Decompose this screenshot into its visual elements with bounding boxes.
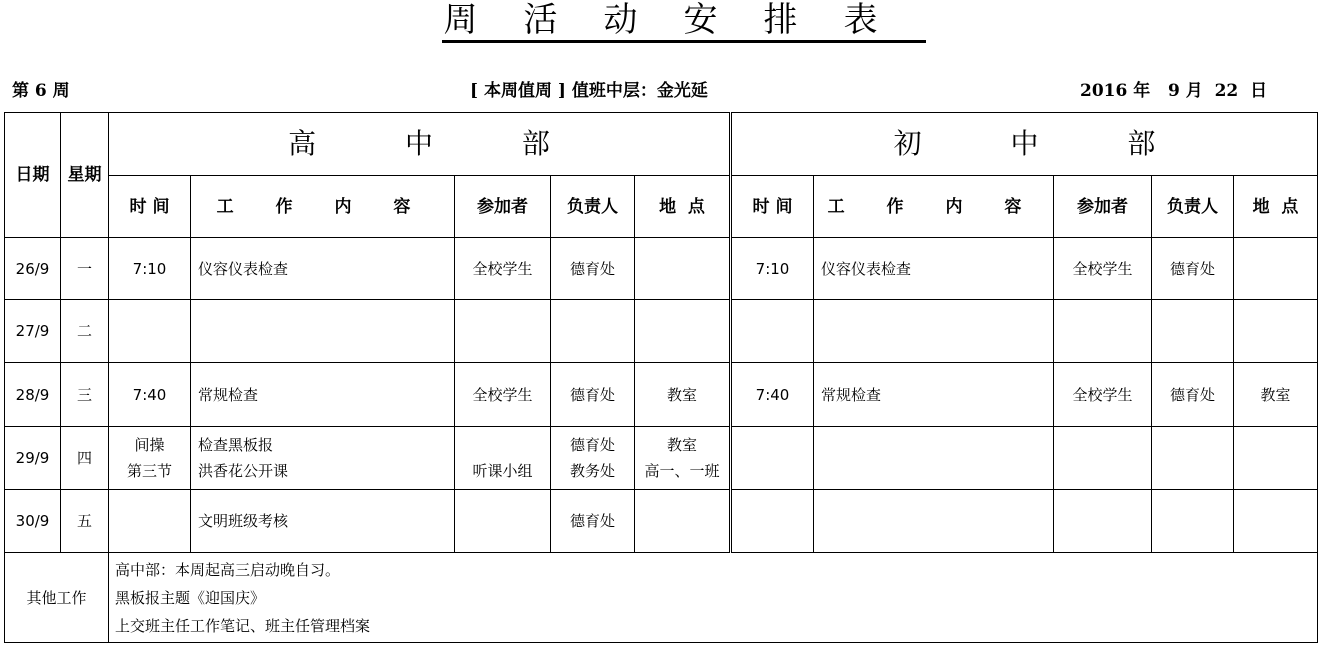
row-weekday: 二	[61, 300, 109, 363]
senior-participants	[455, 300, 551, 363]
header-senior-responsible: 负责人	[551, 176, 635, 238]
senior-time-line: 间操	[134, 436, 165, 454]
senior-content: 文明班级考核	[191, 490, 455, 553]
junior-responsible	[1152, 427, 1234, 490]
header-junior-time: 时 间	[731, 176, 814, 238]
schedule-date: 2016 年 9 月 22 日	[1080, 81, 1268, 101]
senior-location-line: 高一、一班	[644, 462, 720, 480]
table-row	[5, 490, 1318, 553]
senior-content-line: 洪香花公开课	[198, 462, 289, 480]
row-weekday: 四	[61, 427, 109, 490]
junior-responsible	[1152, 490, 1234, 553]
senior-participants-line	[455, 432, 550, 458]
junior-time	[731, 300, 814, 363]
senior-location: 教室	[635, 363, 731, 427]
senior-content	[191, 427, 455, 490]
senior-location	[635, 238, 731, 300]
junior-participants: 全校学生	[1054, 363, 1152, 427]
junior-time	[731, 490, 814, 553]
senior-location	[635, 490, 731, 553]
senior-content: 仪容仪表检查	[191, 238, 455, 300]
schedule-table	[4, 112, 1318, 643]
header-senior-content: 工 作 内 容	[191, 176, 455, 238]
other-work-line: 高中部：本周起高三启动晚自习。	[115, 560, 341, 579]
table-row	[5, 363, 1318, 427]
other-work-line: 上交班主任工作笔记、班主任管理档案	[115, 616, 371, 635]
header-date: 日期	[5, 113, 61, 238]
senior-participants: 全校学生	[455, 238, 551, 300]
row-date: 27/9	[5, 300, 61, 363]
page-title: 周活动安排表	[0, 0, 1321, 43]
junior-content	[814, 490, 1054, 553]
senior-location-line: 教室	[666, 436, 697, 454]
senior-time	[109, 490, 191, 553]
junior-content: 仪容仪表检查	[814, 238, 1054, 300]
senior-time-line: 第三节	[126, 462, 172, 480]
senior-content-line: 检查黑板报	[198, 436, 274, 454]
junior-responsible: 德育处	[1152, 363, 1234, 427]
senior-content: 常规检查	[191, 363, 455, 427]
junior-participants: 全校学生	[1054, 238, 1152, 300]
row-date: 30/9	[5, 490, 61, 553]
duty-info: [ 本周值周 ] 值班中层：金光延	[470, 81, 708, 101]
junior-content: 常规检查	[814, 363, 1054, 427]
senior-location	[635, 300, 731, 363]
header-senior-section: 高 中 部	[109, 113, 731, 176]
senior-responsible-line: 教务处	[569, 462, 615, 480]
junior-location	[1234, 238, 1318, 300]
senior-time: 7:40	[109, 363, 191, 427]
header-senior-participants: 参加者	[455, 176, 551, 238]
week-number: 第 6 周	[12, 81, 70, 101]
junior-location	[1234, 427, 1318, 490]
table-row	[5, 238, 1318, 300]
header-junior-section: 初 中 部	[731, 113, 1318, 176]
header-junior-content: 工 作 内 容	[814, 176, 1054, 238]
junior-responsible	[1152, 300, 1234, 363]
header-senior-location: 地 点	[635, 176, 731, 238]
junior-participants	[1054, 427, 1152, 490]
header-senior-time: 时 间	[109, 176, 191, 238]
junior-location	[1234, 490, 1318, 553]
junior-responsible: 德育处	[1152, 238, 1234, 300]
row-weekday: 一	[61, 238, 109, 300]
junior-location: 教室	[1234, 363, 1318, 427]
senior-content	[191, 300, 455, 363]
header-junior-responsible: 负责人	[1152, 176, 1234, 238]
junior-participants	[1054, 490, 1152, 553]
junior-participants	[1054, 300, 1152, 363]
other-work-label: 其他工作	[5, 553, 109, 643]
row-weekday: 三	[61, 363, 109, 427]
senior-responsible	[551, 427, 635, 490]
senior-participants	[455, 427, 551, 490]
other-work-row	[5, 553, 1318, 643]
senior-participants-line: 听课小组	[472, 462, 533, 480]
other-work-notes	[109, 553, 1318, 643]
junior-content	[814, 300, 1054, 363]
table-row	[5, 427, 1318, 490]
senior-time: 7:10	[109, 238, 191, 300]
junior-time: 7:10	[731, 238, 814, 300]
other-work-line: 黑板报主题《迎国庆》	[115, 588, 266, 607]
row-weekday: 五	[61, 490, 109, 553]
row-date: 26/9	[5, 238, 61, 300]
junior-content	[814, 427, 1054, 490]
senior-responsible	[551, 300, 635, 363]
table-row	[5, 300, 1318, 363]
junior-time: 7:40	[731, 363, 814, 427]
senior-participants: 全校学生	[455, 363, 551, 427]
senior-responsible: 德育处	[551, 490, 635, 553]
row-date: 28/9	[5, 363, 61, 427]
senior-responsible: 德育处	[551, 363, 635, 427]
senior-time	[109, 300, 191, 363]
junior-location	[1234, 300, 1318, 363]
senior-responsible-line: 德育处	[569, 436, 615, 454]
senior-location	[635, 427, 731, 490]
header-junior-location: 地 点	[1234, 176, 1318, 238]
header-junior-participants: 参加者	[1054, 176, 1152, 238]
header-weekday: 星期	[61, 113, 109, 238]
senior-responsible: 德育处	[551, 238, 635, 300]
senior-participants	[455, 490, 551, 553]
junior-time	[731, 427, 814, 490]
row-date: 29/9	[5, 427, 61, 490]
senior-time	[109, 427, 191, 490]
